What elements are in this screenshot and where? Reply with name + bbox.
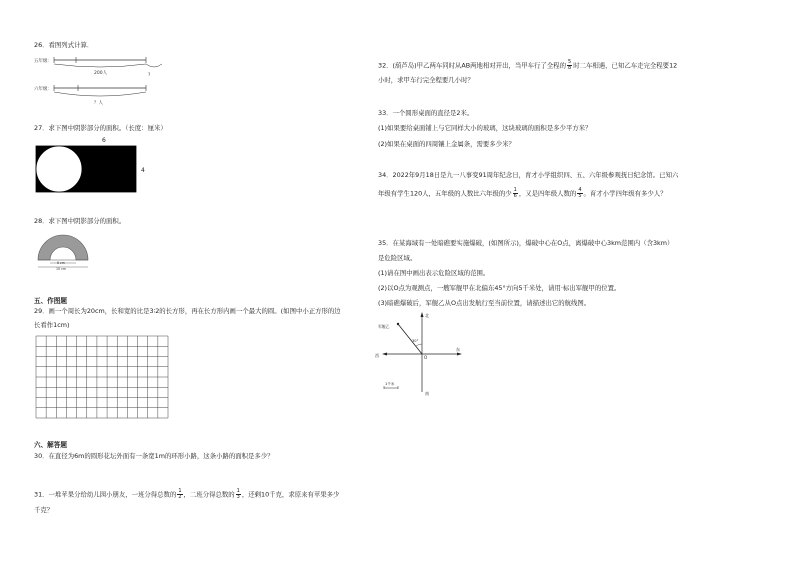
- q31-f2-den: 3: [236, 494, 240, 500]
- section-6-heading: 六、解答题: [34, 441, 67, 449]
- q35-sub1: (1)请在图中画出表示危险区域的范围。: [378, 269, 490, 277]
- q31-line1: [34, 489, 339, 500]
- compass-east: 东: [456, 347, 460, 352]
- q34-part2b: ，又是四年级人数的: [518, 189, 577, 198]
- q35-line1: 35．在某海域有一处暗礁要实施爆破，(如图所示)，爆破中心在O点，离爆破中心3km范围内（含3km）: [378, 239, 674, 247]
- q31-fraction-2: [236, 489, 241, 500]
- q26-value-a: 200人: [94, 71, 108, 76]
- q33-sub1: (1)如果要给桌面铺上与它同样大小的玻璃，这块玻璃的面积是多少平方米？: [378, 124, 592, 132]
- q28-semi-ring-figure: [36, 232, 96, 272]
- compass-west: 西: [375, 353, 379, 358]
- q28-outer-dim: 10 cm: [56, 267, 66, 271]
- q32-part2: 时二车相遇，已知乙车走完全程要12: [573, 61, 678, 70]
- q34-line1: 34．2022年9月18日是九一八事变91周年纪念日，育才小学组织四、五、六年级参观抚日纪念馆。已知六: [378, 171, 679, 179]
- q33-sub2: (2)如果在桌面的四周镶上金属条，需要多少米？: [378, 140, 515, 148]
- q26-frac-a: ?: [148, 73, 151, 78]
- compass-north: 北: [425, 313, 429, 318]
- ship-b-label: 军舰乙: [378, 324, 390, 329]
- q27-top-dim: 6: [102, 137, 106, 144]
- q31-f2-num: 1: [236, 488, 240, 494]
- q34-f2-num: 4: [578, 187, 582, 193]
- compass-south: 南: [425, 391, 429, 396]
- q35-sub2: (2)以O点为观测点，一艘军舰甲在北偏东45°方向5千米处，请用·标出军舰甲的位置。: [378, 284, 621, 292]
- q34-fraction-1: [513, 188, 518, 199]
- q32-den: 8: [568, 65, 572, 71]
- q31-part1: 31．一堆苹果分给幼儿园小朋友，一班分得总数的: [34, 490, 177, 499]
- q34-part2c: 。育才小学四年级有多少人？: [583, 189, 667, 198]
- q26-title: 26．看图列式计算．: [34, 41, 94, 49]
- q27-side-dim: 4: [141, 167, 145, 174]
- q26-value-b: ？人: [94, 101, 103, 106]
- q34-f1-num: 1: [513, 187, 517, 193]
- q34-fraction-2: [577, 188, 582, 199]
- q31-part3: ，还剩10千克，求原来有苹果多少: [241, 490, 340, 499]
- q32-fraction: [567, 60, 572, 71]
- angle-label: 30°: [412, 339, 419, 343]
- q29-line1: 29．画一个周长为20cm，长和宽的比是3∶2的长方形，再在长方形内画一个最大的圆。(如图中小正方形的边: [34, 307, 341, 315]
- q32-line2: 小时，求甲车行完全程要几小时？: [378, 76, 474, 84]
- q31-fraction-1: [177, 489, 182, 500]
- q31-f1-num: 1: [178, 488, 182, 494]
- q27-title: 27．求下图中阴影部分的面积。（长度：厘米）: [34, 124, 167, 132]
- q31-part2: ，二班分得总数的: [183, 490, 235, 499]
- q35-sub3: (3)暗礁爆破后，军舰乙从O点出发航行至当前位置，请描述出它的航线图。: [378, 299, 591, 307]
- q32-num: 5: [568, 59, 572, 65]
- q34-line2: [378, 188, 667, 199]
- q31-f1-den: 2: [178, 494, 182, 500]
- q30-text: 30．在直径为6m的圆形花坛外面有一条宽1m的环形小路，这条小路的面积是多少？: [34, 452, 274, 460]
- q35-line2: 是危险区域。: [378, 254, 417, 262]
- q26-label-a: 五年级：: [34, 59, 52, 64]
- q28-title: 28．求下图中阴影部分的面积。: [34, 217, 126, 225]
- q34-f1-den: 6: [513, 193, 517, 199]
- q29-line2: 长看作1cm): [34, 321, 70, 329]
- q29-grid-paper: [36, 336, 172, 422]
- section-5-heading: 五、作图题: [34, 297, 67, 305]
- q31-line2: 千克？: [34, 506, 54, 514]
- q28-inner-dim: 6 cm: [57, 261, 65, 265]
- q34-part2a: 年级有学生120人，五年级的人数比六年级的少: [378, 189, 512, 198]
- q34-f2-den: 5: [578, 193, 582, 199]
- q33-title: 33．一个圆形桌面的直径是2米。: [378, 109, 474, 117]
- q32-part1: 32．(葫芦岛)甲乙两车同时从AB两地相对开出，当甲车行了全程的: [378, 61, 567, 70]
- q26-label-b: 六年级：: [34, 87, 52, 92]
- q32-line1: [378, 60, 677, 71]
- origin-label: O: [424, 355, 428, 360]
- q26-line-diagram: [34, 54, 164, 106]
- q27-shaded-figure: [36, 137, 151, 197]
- q35-compass-diagram: [376, 312, 466, 396]
- scale-label: 1千米: [385, 382, 395, 386]
